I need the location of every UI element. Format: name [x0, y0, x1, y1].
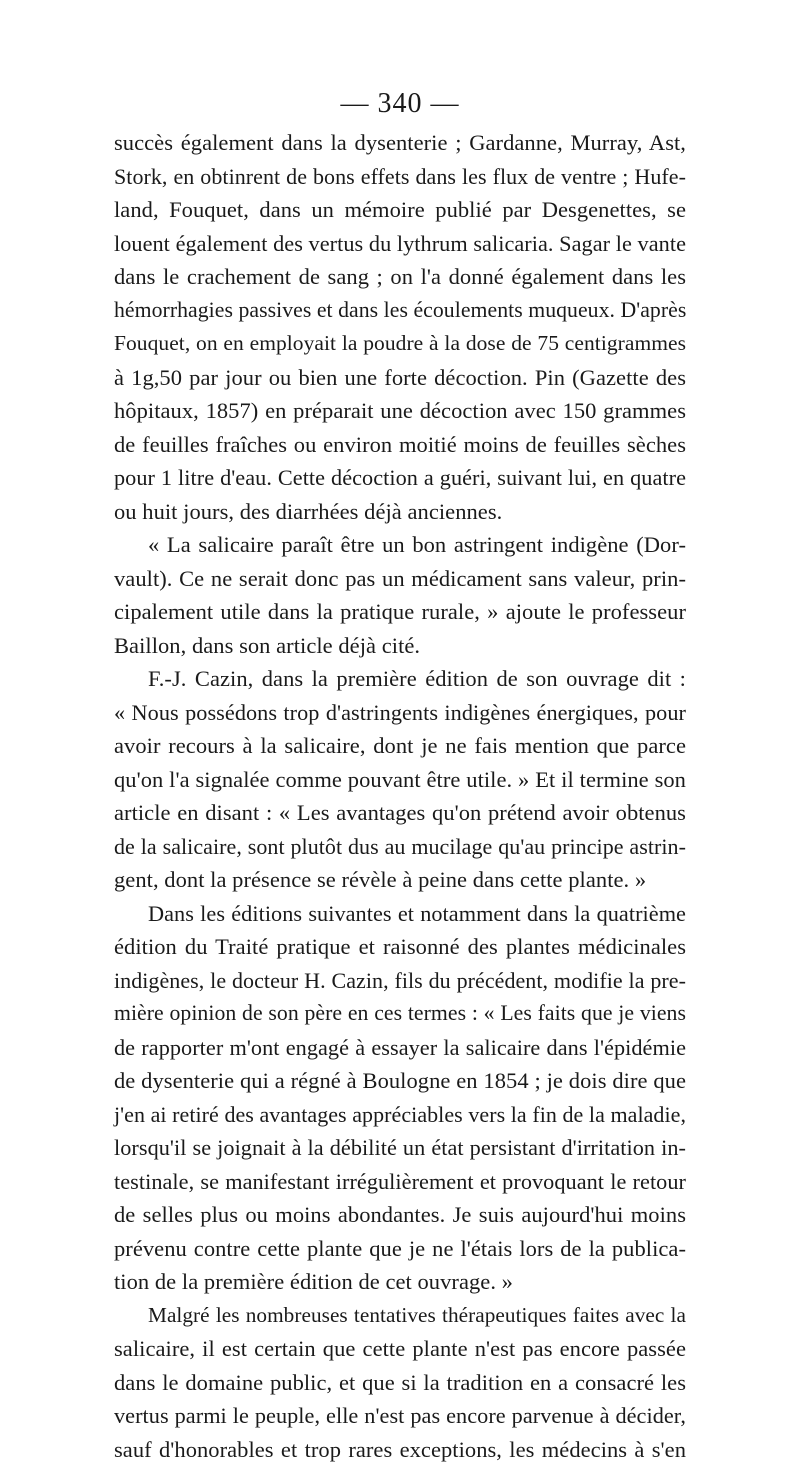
- text-line: édition du Traité pratique et raisonné des plantes médicinales: [114, 930, 686, 964]
- text-line: Dans les éditions suivantes et notamment dans la quatrième: [114, 897, 686, 931]
- text-line: de la salicaire, sont plutôt dus au mucilage qu'au principe astrin-: [114, 830, 686, 864]
- text-line: de rapporter m'ont engagé à essayer la salicaire dans l'épidémie: [114, 1031, 686, 1065]
- text-line: j'en ai retiré des avantages appréciables vers la fin de la maladie,: [114, 1098, 686, 1132]
- text-line: hémorrhagies passives et dans les écoulements muqueux. D'après: [114, 294, 686, 328]
- text-line: salicaire, il est certain que cette plante n'est pas encore passée: [114, 1332, 686, 1366]
- text-line: prévenu contre cette plante que je ne l'étais lors de la publica-: [114, 1232, 686, 1266]
- body-text: [114, 126, 686, 1466]
- text-line: ou huit jours, des diarrhées déjà anciennes.: [114, 495, 686, 529]
- text-line: louent également des vertus du lythrum salicaria. Sagar le vante: [114, 227, 686, 261]
- text-line: Baillon, dans son article déjà cité.: [114, 629, 686, 663]
- text-line: gent, dont la présence se révèle à peine dans cette plante. »: [114, 863, 686, 897]
- text-line: indigènes, le docteur H. Cazin, fils du précédent, modifie la pre-: [114, 964, 686, 998]
- text-line: qu'on l'a signalée comme pouvant être utile. » Et il termine son: [114, 763, 686, 797]
- text-line: vault). Ce ne serait donc pas un médicament sans valeur, prin-: [114, 562, 686, 596]
- text-line: article en disant : « Les avantages qu'on prétend avoir obtenus: [114, 796, 686, 830]
- text-line: tion de la première édition de cet ouvrage. »: [114, 1265, 686, 1299]
- text-line: mière opinion de son père en ces termes : « Les faits que je viens: [114, 997, 686, 1031]
- text-line: dans le crachement de sang ; on l'a donné également dans les: [114, 260, 686, 294]
- text-line: Fouquet, on en employait la poudre à la dose de 75 centigrammes: [114, 327, 686, 361]
- text-line: sauf d'honorables et trop rares exceptions, les médecins à s'en: [114, 1433, 686, 1466]
- text-line: lorsqu'il se joignait à la débilité un état persistant d'irritation in-: [114, 1131, 686, 1165]
- text-line: land, Fouquet, dans un mémoire publié par Desgenettes, se: [114, 193, 686, 227]
- text-line: testinale, se manifestant irrégulièrement et provoquant le retour: [114, 1165, 686, 1199]
- text-line: de feuilles fraîches ou environ moitié moins de feuilles sèches: [114, 428, 686, 462]
- text-line: Stork, en obtinrent de bons effets dans les flux de ventre ; Hufe-: [114, 160, 686, 194]
- text-line: vertus parmi le peuple, elle n'est pas encore parvenue à décider,: [114, 1399, 686, 1433]
- text-line: « La salicaire paraît être un bon astringent indigène (Dor-: [114, 528, 686, 562]
- text-line: succès également dans la dysenterie ; Gardanne, Murray, Ast,: [114, 126, 686, 160]
- text-line: dans le domaine public, et que si la tradition en a consacré les: [114, 1366, 686, 1400]
- text-line: cipalement utile dans la pratique rurale, » ajoute le professeur: [114, 595, 686, 629]
- text-line: avoir recours à la salicaire, dont je ne fais mention que parce: [114, 729, 686, 763]
- text-line: de selles plus ou moins abondantes. Je suis aujourd'hui moins: [114, 1198, 686, 1232]
- text-line: de dysenterie qui a régné à Boulogne en 1854 ; je dois dire que: [114, 1064, 686, 1098]
- text-line: hôpitaux, 1857) en préparait une décoction avec 150 grammes: [114, 394, 686, 428]
- text-line: Malgré les nombreuses tentatives thérapeutiques faites avec la: [114, 1299, 686, 1333]
- text-line: pour 1 litre d'eau. Cette décoction a guéri, suivant lui, en quatre: [114, 461, 686, 495]
- page-number: — 340 —: [0, 88, 800, 120]
- text-line: « Nous possédons trop d'astringents indigènes énergiques, pour: [114, 696, 686, 730]
- text-line: à 1g,50 par jour ou bien une forte décoction. Pin (Gazette des: [114, 361, 686, 395]
- text-line: F.-J. Cazin, dans la première édition de son ouvrage dit :: [114, 662, 686, 696]
